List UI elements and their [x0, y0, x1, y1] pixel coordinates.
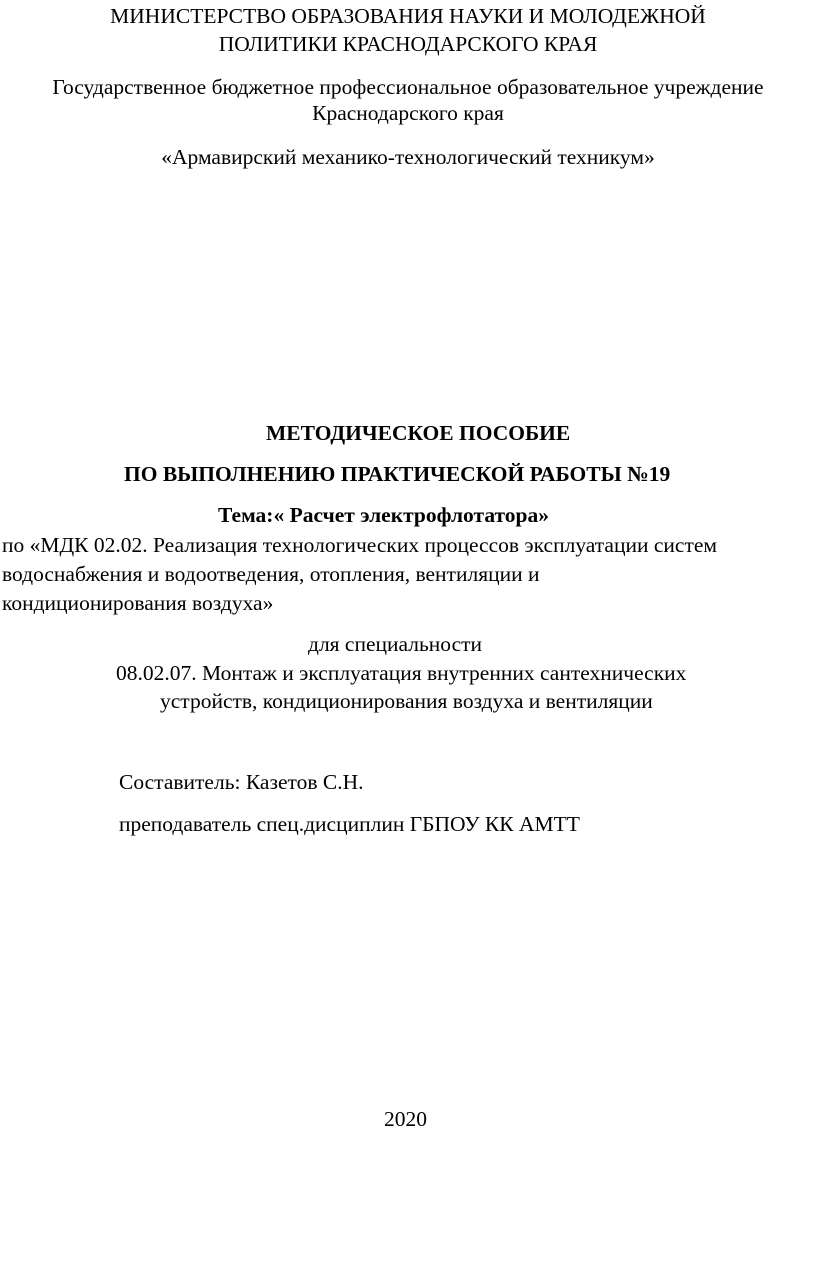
- ministry-line-1: МИНИСТЕРСТВО ОБРАЗОВАНИЯ НАУКИ И МОЛОДЕЖНОЙ: [110, 4, 706, 28]
- college-name: «Армавирский механико-технологический техникум»: [161, 145, 655, 169]
- course-line-1: по «МДК 02.02. Реализация технологических процессов эксплуатации систем: [2, 533, 718, 557]
- specialty-line-2: устройств, кондиционирования воздуха и вентиляции: [160, 689, 653, 713]
- document-title-line-2: ПО ВЫПОЛНЕНИЮ ПРАКТИЧЕСКОЙ РАБОТЫ №19: [124, 462, 671, 486]
- specialty-line-1: 08.02.07. Монтаж и эксплуатация внутренних сантехнических: [116, 661, 687, 685]
- ministry-line-2: ПОЛИТИКИ КРАСНОДАРСКОГО КРАЯ: [218, 32, 598, 56]
- year: 2020: [384, 1107, 427, 1131]
- course-line-3: кондиционирования воздуха»: [2, 591, 274, 615]
- compiler: Составитель: Казетов С.Н.: [119, 770, 364, 794]
- document-topic: Тема:« Расчет электрофлотатора»: [218, 503, 549, 527]
- specialty-label: для специальности: [308, 632, 483, 656]
- document-title-line-1: МЕТОДИЧЕСКОЕ ПОСОБИЕ: [266, 421, 571, 445]
- compiler-position: преподаватель спец.дисциплин ГБПОУ КК АМТТ: [119, 812, 580, 836]
- institution-line-1: Государственное бюджетное профессиональное образовательное учреждение: [52, 75, 764, 99]
- course-line-2: водоснабжения и водоотведения, отопления, вентиляции и: [2, 562, 540, 586]
- institution-line-2: Краснодарского края: [312, 101, 504, 125]
